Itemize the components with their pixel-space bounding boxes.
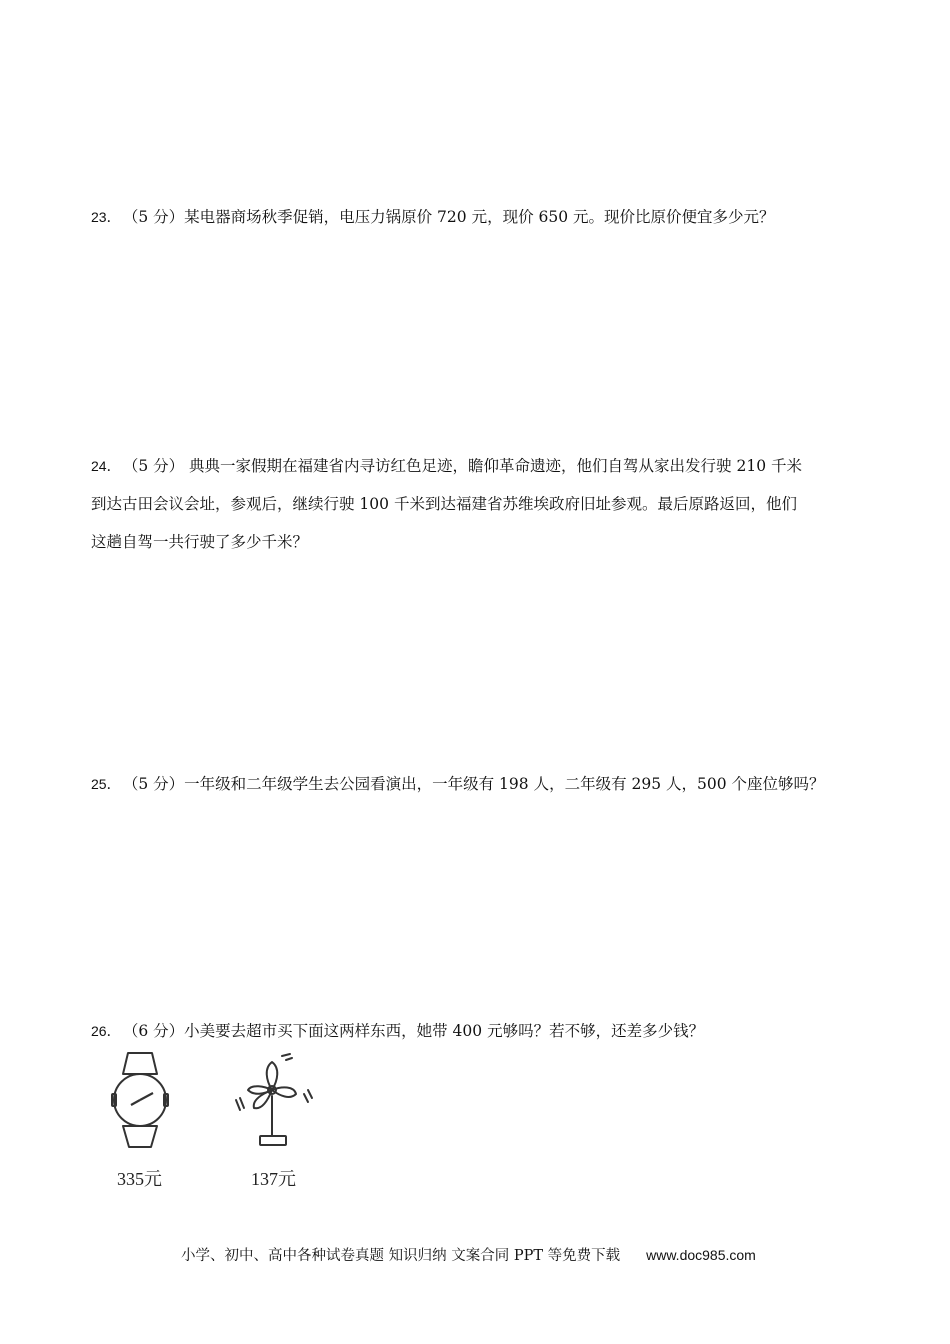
watch-item <box>105 1050 175 1150</box>
question-23 <box>91 198 881 236</box>
footer-text: 小学、初中、高中各种试卷真题 知识归纳 文案合同 PPT 等免费下载 <box>181 1248 621 1264</box>
fan-icon <box>232 1050 327 1150</box>
question-text-line-2: 到达古田会议会址，参观后，继续行驶 100 千米到达福建省苏维埃政府旧址参观。最后原路返回，他们 <box>91 495 797 513</box>
fan-item <box>232 1050 327 1150</box>
question-number: 26． <box>91 1023 121 1039</box>
question-text: 某电器商场秋季促销，电压力锅原价 720 元，现价 650 元。现价比原价便宜多少元？ <box>184 208 775 226</box>
question-number: 23． <box>91 209 121 225</box>
question-text-line-1: 典典一家假期在福建省内寻访红色足迹，瞻仰革命遗迹，他们自驾从家出发行驶 210 千米 <box>184 457 802 475</box>
question-score: （5 分） <box>130 208 185 226</box>
question-text: 一年级和二年级学生去公园看演出，一年级有 198 人，二年级有 295 人，500 个座位够吗？ <box>184 775 825 793</box>
footer-url[interactable]: www.doc985.com <box>646 1247 756 1263</box>
question-score: （5 分） <box>130 457 185 475</box>
footer <box>181 1244 756 1265</box>
watch-price: 335元 <box>117 1169 162 1189</box>
question-score: （6 分） <box>130 1022 185 1040</box>
question-text: 小美要去超市买下面这两样东西，她带 400 元够吗？若不够，还差多少钱？ <box>184 1022 705 1040</box>
question-24 <box>91 447 881 561</box>
question-25 <box>91 765 881 803</box>
question-number: 25． <box>91 776 121 792</box>
question-number: 24． <box>91 458 121 474</box>
fan-price: 137元 <box>251 1169 296 1189</box>
question-score: （5 分） <box>130 775 185 793</box>
watch-icon <box>105 1050 175 1150</box>
question-26 <box>91 1012 881 1050</box>
question-text-line-3: 这趟自驾一共行驶了多少千米？ <box>91 533 309 551</box>
